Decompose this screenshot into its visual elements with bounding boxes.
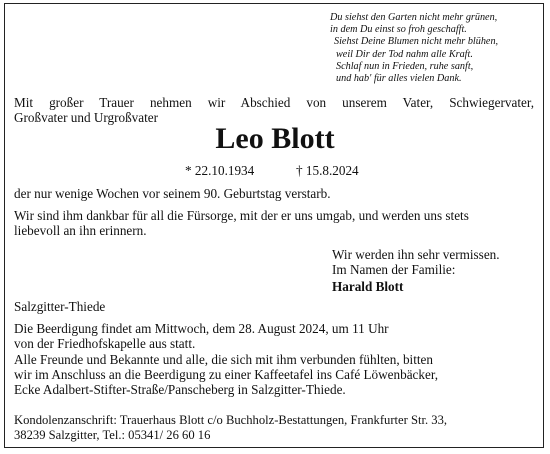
memorial-poem: [330, 12, 540, 85]
poem-line: in dem Du einst so froh geschafft.: [330, 24, 467, 36]
poem-line: Schlaf nun in Frieden, ruhe sanft,: [336, 60, 474, 72]
intro-text-line-1: Mit großer Trauer nehmen wir Abschied von unserem Vater, Schwiegervater,: [14, 95, 534, 110]
signer-name: Harald Blott: [332, 279, 404, 294]
passed-away-text: der nur wenige Wochen vor seinem 90. Geburtstag verstarb.: [14, 186, 331, 201]
miss-text: Wir werden ihn sehr vermissen.: [332, 247, 500, 262]
death-date: † 15.8.2024: [296, 163, 359, 178]
funeral-line-2: von der Friedhofskapelle aus statt.: [14, 336, 196, 351]
invite-line-3: Ecke Adalbert-Stifter-Straße/Panscheberg in Salzgitter-Thiede.: [14, 382, 346, 397]
poem-line: weil Dir der Tod nahm alle Kraft.: [336, 48, 473, 60]
poem-line: Siehst Deine Blumen nicht mehr blühen,: [334, 36, 499, 48]
poem-line: Du siehst den Garten nicht mehr grünen,: [330, 12, 498, 23]
gratitude-line-1: Wir sind ihm dankbar für all die Fürsorge, mit der er uns umgab, und werden uns stets: [14, 208, 469, 223]
location-text: Salzgitter-Thiede: [14, 299, 106, 314]
poem-line: und hab' für alles vielen Dank.: [336, 73, 462, 85]
deceased-name: Leo Blott: [215, 122, 335, 155]
gratitude-line-2: liebevoll an ihn erinnern.: [14, 223, 147, 238]
invite-line-2: wir im Anschluss an die Beerdigung zu einer Kaffeetafel ins Café Löwenbäcker,: [14, 367, 439, 382]
condolence-line-2: 38239 Salzgitter, Tel.: 05341/ 26 60 16: [14, 428, 211, 442]
condolence-line-1: Kondolenzanschrift: Trauerhaus Blott c/o Buchholz-Bestattungen, Frankfurter Str. 33,: [14, 413, 448, 427]
birth-date: * 22.10.1934: [185, 163, 255, 178]
family-text: Im Namen der Familie:: [332, 262, 456, 277]
funeral-line-1: Die Beerdigung findet am Mittwoch, dem 28. August 2024, um 11 Uhr: [14, 321, 389, 336]
invite-line-1: Alle Freunde und Bekannte und alle, die sich mit ihm verbunden fühlten, bitten: [14, 352, 433, 367]
intro-text-line-2: Großvater und Urgroßvater: [14, 110, 159, 125]
